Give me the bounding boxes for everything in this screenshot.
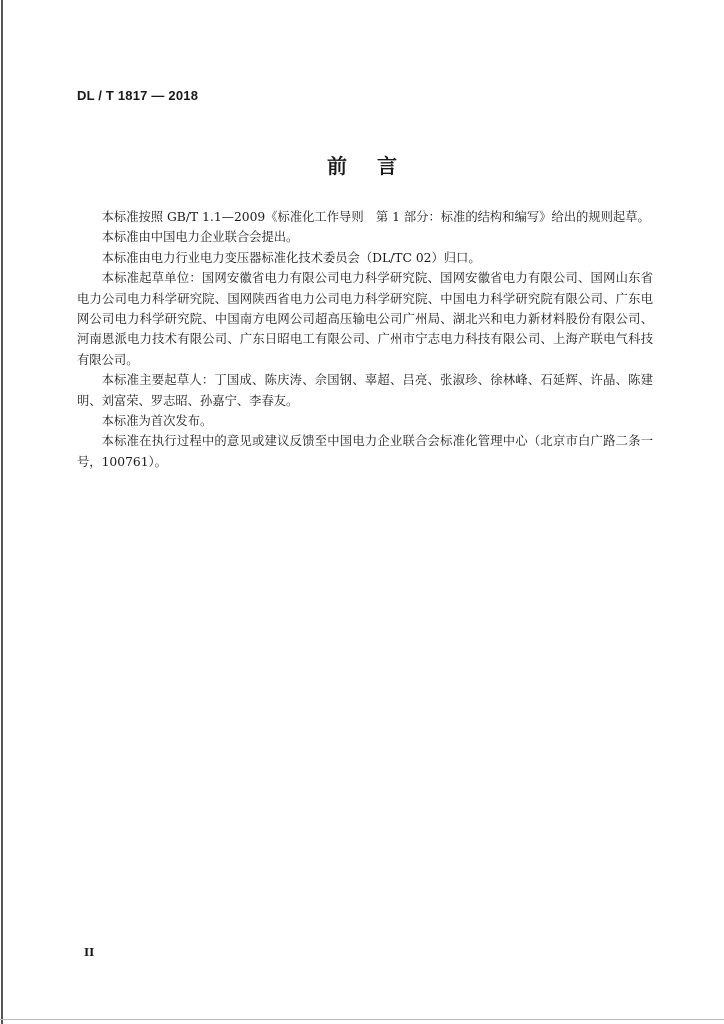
paragraph-drafting-units: 本标准起草单位：国网安徽省电力有限公司电力科学研究院、国网安徽省电力有限公司、国网山东省电力公司电力科学研究院、国网陕西省电力公司电力科学研究院、中国电力科学研究院有限公司、广东电网公司电力科学研究院、中国南方电网公司超高压输电公司广州局、湖北兴和电力新材料股份有限公司、河南恩派电力技术有限公司、广东日昭电工有限公司、广州市宁志电力科技有限公司、上海产联电气科技有限公司。	[77, 271, 653, 367]
paragraph-drafting-rules: 本标准按照 GB/T 1.1—2009《标准化工作导则 第 1 部分：标准的结构和编写》给出的规则起草。	[101, 210, 650, 224]
paragraph-drafters: 本标准主要起草人：丁国成、陈庆涛、佘国钢、辜超、吕亮、张淑珍、徐林峰、石延辉、许晶、陈建明、刘富荣、罗志昭、孙嘉宁、李春友。	[77, 373, 653, 408]
page-number: II	[84, 946, 95, 959]
page-title: 前言	[327, 154, 427, 178]
preface-body	[77, 207, 653, 472]
scan-edge-bottom	[0, 1019, 724, 1020]
paragraph-committee: 本标准由电力行业电力变压器标准化技术委员会（DL/TC 02）归口。	[101, 250, 481, 265]
standard-code: DL / T 1817 — 2018	[77, 88, 199, 103]
paragraph-proposer: 本标准由中国电力企业联合会提出。	[101, 230, 299, 245]
paragraph-first-release: 本标准为首次发布。	[101, 414, 213, 429]
paragraph-feedback: 本标准在执行过程中的意见或建议反馈至中国电力企业联合会标准化管理中心（北京市白广路二条一号，100761）。	[77, 434, 653, 469]
